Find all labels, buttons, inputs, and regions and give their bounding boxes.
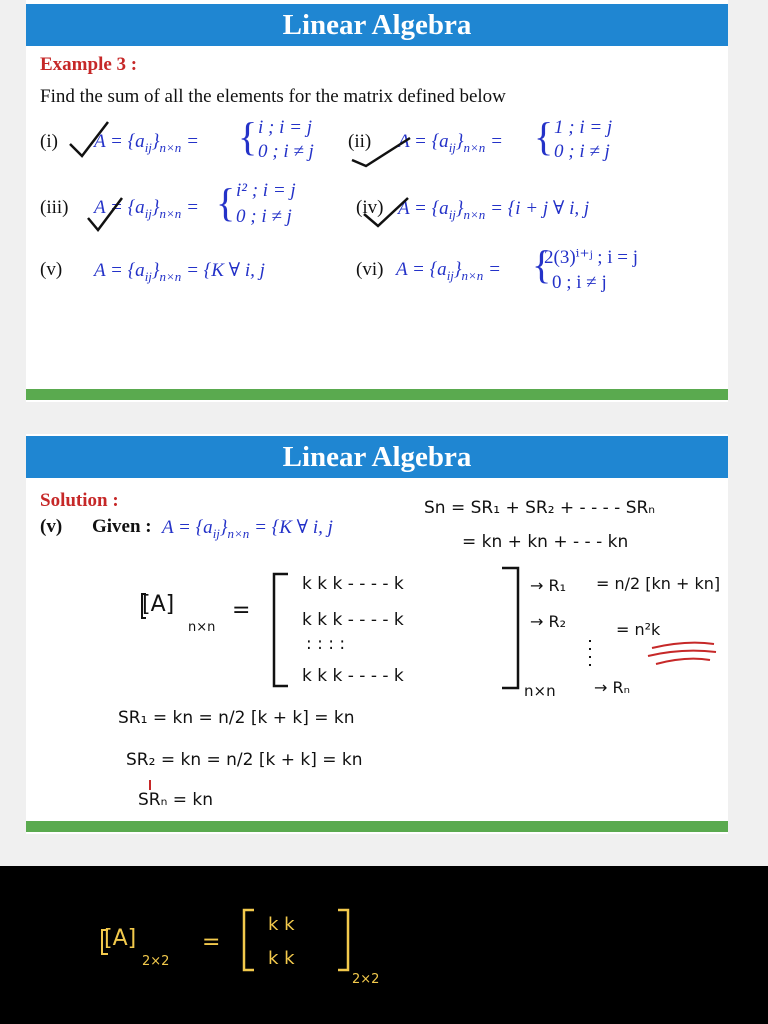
part-sub: ij <box>144 205 152 221</box>
part-rhs: {K ∀ i, j <box>203 260 265 281</box>
check-mark-icon <box>352 138 410 166</box>
sn-line-2: = kn + kn + - - - kn <box>462 532 629 552</box>
slide-solution: Linear Algebra Solution : (v) Given : $A = \{a_{ij}\}_{n\times n} = \{K$ ∀ i, j Sn = SR₁ + SR₂ + - - - - SRₙ = kn + kn + - - - kn [A] n×n = k k k - - - - k k k k - - - - k : : : : k k k - - - - k n×n → R₁ → R₂ → Rₙ = n/2 [kn + kn] = n²k SR₁ = kn = n/2 [k + k] = kn SR₂ = kn = n/2 [k + k] = kn SRₙ = kn <box>26 434 728 834</box>
part-lhs: A = {a <box>94 131 145 152</box>
footer-bar <box>26 389 728 400</box>
part-number: (iv) <box>356 197 384 218</box>
part-sub: ij <box>448 206 456 222</box>
panel-matrix-label: [A] <box>104 926 137 951</box>
matrix-row-3: k k k - - - - k <box>302 666 404 686</box>
part-number: (v) <box>40 259 63 280</box>
row-label-r1: → R₁ <box>530 576 567 595</box>
matrix-sub: n×n <box>188 620 216 635</box>
part-outer-sub: n×n <box>159 205 182 221</box>
part-sub: ij <box>448 139 456 155</box>
given-label: Given : <box>92 516 152 537</box>
row-label-rn: → Rₙ <box>594 678 630 697</box>
panel-outer-sub: 2×2 <box>352 972 380 987</box>
part-sub: ij <box>144 268 152 284</box>
part-case-1: 1 ; i = j <box>554 117 613 138</box>
part-case-2: 0 ; i ≠ j <box>236 206 292 227</box>
slide-example: Linear Algebra Example 3 : Find the sum of all the elements for the matrix defined below (i) $A = \{a_{ij}\}_{n\times n}$ = { i ; i = j 0 ; i ≠ j (ii) $A = \{a_{ij}\}_{n\times n}$ = { 1 ; i = j 0 ; i ≠ j (iii) $A = \{a_{ij}\}_{n\times n}$ = { i² ; i = j 0 ; i ≠ j (iv) $A = \{a_{ij}\}_{n\times n} = \{i + j$ ∀ i, j (v) $A = \{a_{ij}\}_{n\times n} = \{K$ ∀ i, j (vi) $A = \{a_{ij}\}_{n\times n}$ = { 2(3)ⁱ⁺ʲ ; i = j 0 ; i ≠ j <box>26 0 728 402</box>
slide-title: Linear Algebra <box>26 436 728 478</box>
panel-row-1: k k <box>268 914 295 935</box>
part-outer-sub: n×n <box>159 139 182 155</box>
given-expr: A = {a <box>162 517 213 538</box>
given-sub: ij <box>212 525 220 541</box>
part-case-2: 0 ; i ≠ j <box>258 141 314 162</box>
part-sub: ij <box>446 267 454 283</box>
part-lhs: A = {a <box>94 260 145 281</box>
part-lhs: A = {a <box>398 198 449 219</box>
sr2-line: SR₂ = kn = n/2 [k + k] = kn <box>126 750 363 770</box>
part-case-2: 0 ; i ≠ j <box>552 272 607 293</box>
sn-line-1: Sn = SR₁ + SR₂ + - - - - SRₙ <box>424 498 656 518</box>
part-outer-sub: n×n <box>463 206 486 222</box>
part-number: (i) <box>40 131 58 152</box>
part-number: (iii) <box>40 197 69 218</box>
matrix-dots: : : : : <box>306 634 346 654</box>
matrix-left-bracket <box>274 574 288 686</box>
part-lhs: A = {a <box>396 259 447 280</box>
example-heading: Example 3 : <box>40 54 138 75</box>
part-number: (vi) <box>356 259 384 280</box>
part-outer-sub: n×n <box>463 139 486 155</box>
matrix-right-bracket <box>502 568 518 688</box>
row-label-r2: → R₂ <box>530 612 567 631</box>
matrix-label: [A] <box>142 592 175 617</box>
given-outer-sub: n×n <box>227 525 250 541</box>
check-mark-icon <box>88 198 122 230</box>
sum-line-b: = n²k <box>616 620 661 639</box>
slide-title: Linear Algebra <box>26 4 728 46</box>
panel-row-2: k k <box>268 948 295 969</box>
part-case-1: 2(3)ⁱ⁺ʲ ; i = j <box>544 247 639 268</box>
handwriting-strokes <box>26 434 728 834</box>
matrix-row-2: k k k - - - - k <box>302 610 404 630</box>
check-marks <box>26 0 728 402</box>
sr1-line: SR₁ = kn = n/2 [k + k] = kn <box>118 708 355 728</box>
srn-line: SRₙ = kn <box>138 790 214 810</box>
check-mark-icon <box>70 122 108 156</box>
part-outer-sub: n×n <box>159 268 182 284</box>
part-rhs: {i + j ∀ i, j <box>507 198 590 219</box>
part-case-1: i ; i = j <box>258 117 312 138</box>
panel-matrix-sub: 2×2 <box>142 954 170 969</box>
question-text: Find the sum of all the elements for the matrix defined below <box>40 86 506 107</box>
part-case-1: i² ; i = j <box>236 180 296 201</box>
part-number: (ii) <box>348 131 372 152</box>
part-lhs: A = {a <box>94 197 145 218</box>
solution-heading: Solution : <box>40 490 119 511</box>
part-outer-sub: n×n <box>461 267 484 283</box>
part-sub: ij <box>144 139 152 155</box>
matrix-outer-sub: n×n <box>524 682 556 700</box>
check-mark-icon <box>364 198 408 226</box>
part-lhs: A = {a <box>398 131 449 152</box>
panel-strokes <box>0 866 768 1024</box>
footer-bar <box>26 821 728 832</box>
part-number: (v) <box>40 516 63 537</box>
sum-line-a: = n/2 [kn + kn] <box>596 574 721 593</box>
part-case-2: 0 ; i ≠ j <box>554 141 610 162</box>
given-rhs: = {K ∀ i, j <box>254 517 333 538</box>
matrix-row-1: k k k - - - - k <box>302 574 404 594</box>
blackboard-panel: [A] 2×2 = k k k k 2×2 <box>0 866 768 1024</box>
